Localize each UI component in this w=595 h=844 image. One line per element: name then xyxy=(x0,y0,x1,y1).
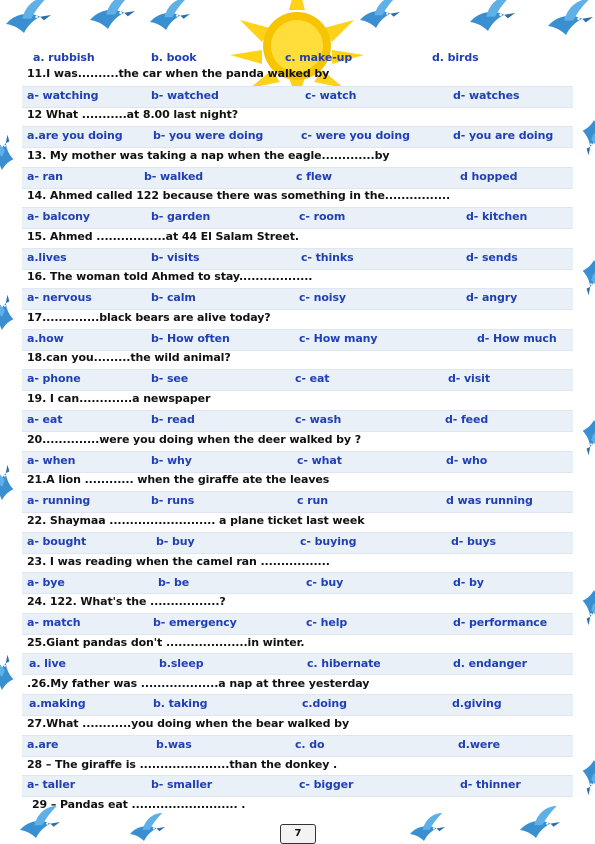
question-text: 20..............were you doing when the deer walked by ? xyxy=(27,433,362,446)
option-c: c- room xyxy=(299,210,346,223)
question-text: 21.A lion ............ when the giraffe ate the leaves xyxy=(27,473,330,486)
option-c: c- thinks xyxy=(301,251,354,264)
page-number: 7 xyxy=(280,824,316,844)
option-a: a- taller xyxy=(27,778,76,791)
option-c: c- How many xyxy=(299,332,378,345)
option-b: b- be xyxy=(158,576,190,589)
option-a: a- phone xyxy=(27,372,81,385)
option-d: d- feed xyxy=(445,413,489,426)
option-b: b- walked xyxy=(144,170,204,183)
option-c: c. hibernate xyxy=(307,657,381,670)
option-c: c run xyxy=(297,494,328,507)
option-b: b- why xyxy=(151,454,192,467)
option-d: d- buys xyxy=(451,535,496,548)
option-a: a- when xyxy=(27,454,76,467)
option-d: d- by xyxy=(453,576,484,589)
option-c: c- eat xyxy=(295,372,330,385)
option-c: c.doing xyxy=(302,697,347,710)
question-text: 14. Ahmed called 122 because there was something in the................ xyxy=(27,189,451,202)
option-d: d.were xyxy=(458,738,500,751)
option-c: c- noisy xyxy=(299,291,346,304)
question-text: 11.I was..........the car when the panda walked by xyxy=(27,67,330,80)
option-d: d- kitchen xyxy=(466,210,528,223)
option-b: b. book xyxy=(151,51,197,64)
question-text: .26.My father was ...................a nap at three yesterday xyxy=(27,677,370,690)
question-text: 17..............black bears are alive today? xyxy=(27,311,271,324)
option-d: d- thinner xyxy=(460,778,521,791)
option-b: b- smaller xyxy=(151,778,213,791)
option-d: d. birds xyxy=(432,51,479,64)
option-b: b- calm xyxy=(151,291,196,304)
option-c: c- buying xyxy=(300,535,357,548)
option-a: a.making xyxy=(29,697,86,710)
question-text: 24. 122. What's the .................? xyxy=(27,595,226,608)
option-d: d.giving xyxy=(452,697,502,710)
option-c: c- were you doing xyxy=(301,129,410,142)
option-a: a- running xyxy=(27,494,91,507)
option-d: d was running xyxy=(446,494,533,507)
question-text: 23. I was reading when the camel ran ................. xyxy=(27,555,330,568)
option-a: a- watching xyxy=(27,89,99,102)
question-text: 15. Ahmed .................at 44 El Salam Street. xyxy=(27,230,299,243)
question-text: 29 – Pandas eat .......................... . xyxy=(32,798,246,811)
option-b: b- garden xyxy=(151,210,211,223)
question-text: 18.can you.........the wild animal? xyxy=(27,351,231,364)
option-a: a- bought xyxy=(27,535,87,548)
option-a: a- ran xyxy=(27,170,63,183)
question-text: 25.Giant pandas don't ....................in winter. xyxy=(27,636,305,649)
option-d: d- performance xyxy=(453,616,548,629)
option-b: b.sleep xyxy=(159,657,204,670)
option-d: d. endanger xyxy=(453,657,527,670)
option-c: c. do xyxy=(295,738,325,751)
option-b: b- How often xyxy=(151,332,230,345)
option-d: d- visit xyxy=(448,372,490,385)
option-a: a- bye xyxy=(27,576,65,589)
option-d: d hopped xyxy=(460,170,518,183)
option-b: b. taking xyxy=(153,697,208,710)
question-text: 16. The woman told Ahmed to stay.................. xyxy=(27,270,313,283)
option-b: b- you were doing xyxy=(153,129,264,142)
option-a: a- eat xyxy=(27,413,63,426)
question-text: 12 What ...........at 8.00 last night? xyxy=(27,108,239,121)
option-b: b.was xyxy=(156,738,192,751)
option-c: c- help xyxy=(306,616,348,629)
option-a: a. rubbish xyxy=(33,51,95,64)
option-c: c- buy xyxy=(306,576,344,589)
question-text: 13. My mother was taking a nap when the eagle.............by xyxy=(27,149,390,162)
option-d: d- watches xyxy=(453,89,520,102)
option-c: c- what xyxy=(297,454,342,467)
sun-icon xyxy=(230,0,364,100)
option-a: a. live xyxy=(29,657,66,670)
option-b: b- read xyxy=(151,413,195,426)
option-d: d- How much xyxy=(477,332,557,345)
option-b: b- runs xyxy=(151,494,195,507)
option-row-band xyxy=(22,572,573,594)
option-c: c- bigger xyxy=(299,778,354,791)
option-a: a.lives xyxy=(27,251,67,264)
option-a: a- match xyxy=(27,616,81,629)
option-c: c- watch xyxy=(305,89,357,102)
option-d: d- angry xyxy=(466,291,518,304)
option-a: a.are you doing xyxy=(27,129,123,142)
option-d: d- who xyxy=(446,454,488,467)
question-text: 19. I can.............a newspaper xyxy=(27,392,211,405)
option-b: b- see xyxy=(151,372,189,385)
option-b: b- watched xyxy=(151,89,219,102)
option-d: d- sends xyxy=(466,251,518,264)
question-text: 28 – The giraffe is ......................than the donkey . xyxy=(27,758,338,771)
option-c: c- wash xyxy=(295,413,342,426)
option-b: b- visits xyxy=(151,251,200,264)
option-b: b- emergency xyxy=(153,616,237,629)
option-b: b- buy xyxy=(156,535,195,548)
option-d: d- you are doing xyxy=(453,129,554,142)
option-c: c flew xyxy=(296,170,332,183)
option-a: a.are xyxy=(27,738,59,751)
question-text: 27.What ............you doing when the bear walked by xyxy=(27,717,350,730)
question-text: 22. Shaymaa .......................... a plane ticket last week xyxy=(27,514,365,527)
option-c: c. make-up xyxy=(285,51,353,64)
option-a: a- balcony xyxy=(27,210,90,223)
option-a: a- nervous xyxy=(27,291,92,304)
option-a: a.how xyxy=(27,332,64,345)
